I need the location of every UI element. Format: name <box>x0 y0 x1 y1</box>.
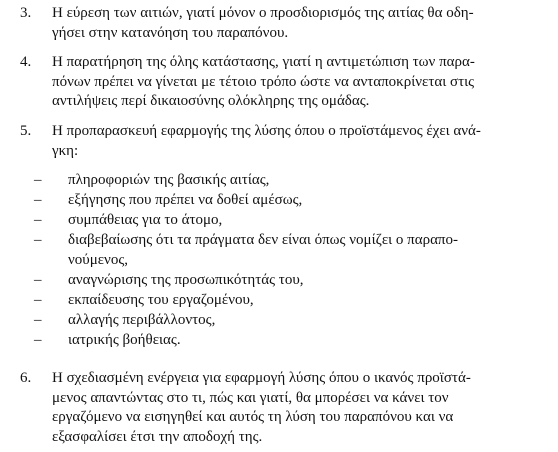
dash-marker: – <box>34 272 42 288</box>
text-line: μενος απαντώντας στο τι, πώς και γιατί, θα μπορέσει να κάνει τον <box>52 389 449 406</box>
item-number: 6. <box>20 370 32 386</box>
item-text <box>52 369 552 447</box>
sub-list-item <box>34 191 542 211</box>
dash-marker: – <box>34 172 42 188</box>
text-line: διαβεβαίωσης ότι τα πράγματα δεν είναι όπως νομίζει ο παραπο- <box>68 232 458 248</box>
sub-list-item <box>34 331 542 351</box>
item-number: 5. <box>20 123 32 139</box>
sub-list-item <box>34 311 542 331</box>
text-line: Η παρατήρηση της όλης κατάστασης, γιατί η αντιμετώπιση των παρα- <box>52 54 475 70</box>
dash-marker: – <box>34 292 42 308</box>
text-line: πόνων πρέπει να γίνεται με τέτοιο τρόπο ώστε να ανταποκρίνεται στις <box>52 73 475 90</box>
list-item-5 <box>20 122 552 161</box>
sub-list-item <box>34 231 542 270</box>
text-line: γκη: <box>52 142 79 159</box>
sub-list-item <box>34 271 542 291</box>
list-item-6 <box>20 369 552 447</box>
text-line: εξήγησης που πρέπει να δοθεί αμέσως, <box>68 192 303 208</box>
sub-list-item <box>34 291 542 311</box>
text-line: αλλαγής περιβάλλοντος, <box>68 312 216 328</box>
text-line: εξασφαλίσει έτσι την αποδοχή της. <box>52 428 263 445</box>
sub-list-item <box>34 211 542 231</box>
text-line: Η εύρεση των αιτιών, γιατί μόνον ο προσδιορισμός της αιτίας θα οδη- <box>52 5 474 21</box>
item-number: 4. <box>20 54 32 70</box>
item-text <box>52 122 552 161</box>
text-line: αναγνώρισης της προσωπικότητάς του, <box>68 272 304 288</box>
text-line: εργαζόμενο να εισηγηθεί και αυτός τη λύση του παραπόνου και να <box>52 409 454 425</box>
text-line: Η σχεδιασμένη ενέργεια για εφαρμογή λύσης όπου ο ικανός προϊστά- <box>52 370 471 386</box>
text-line: συμπάθειας για το άτομο, <box>68 212 223 228</box>
dash-marker: – <box>34 312 42 328</box>
dash-marker: – <box>34 212 42 228</box>
dash-marker: – <box>34 192 42 208</box>
text-line: γήσει στην κατανόηση του παραπόνου. <box>52 24 289 41</box>
item-text <box>52 4 552 43</box>
text-line: πληροφοριών της βασικής αιτίας, <box>68 172 270 188</box>
dash-marker: – <box>34 232 42 248</box>
text-line: νούμενος, <box>68 251 129 268</box>
list-item-3 <box>20 4 552 43</box>
text-line: εκπαίδευσης του εργαζομένου, <box>68 292 254 308</box>
item-number: 3. <box>20 5 32 21</box>
text-line: Η προπαρασκευή εφαρμογής της λύσης όπου ο προϊστάμενος έχει ανά- <box>52 123 481 139</box>
text-line: ιατρικής βοήθειας. <box>68 332 181 348</box>
list-item-4 <box>20 53 552 112</box>
dash-marker: – <box>34 332 42 348</box>
text-line: αντιλήψεις περί δικαιοσύνης ολόκληρης της ομάδας. <box>52 93 370 109</box>
item-text <box>52 53 552 112</box>
sub-list-item <box>34 171 542 191</box>
